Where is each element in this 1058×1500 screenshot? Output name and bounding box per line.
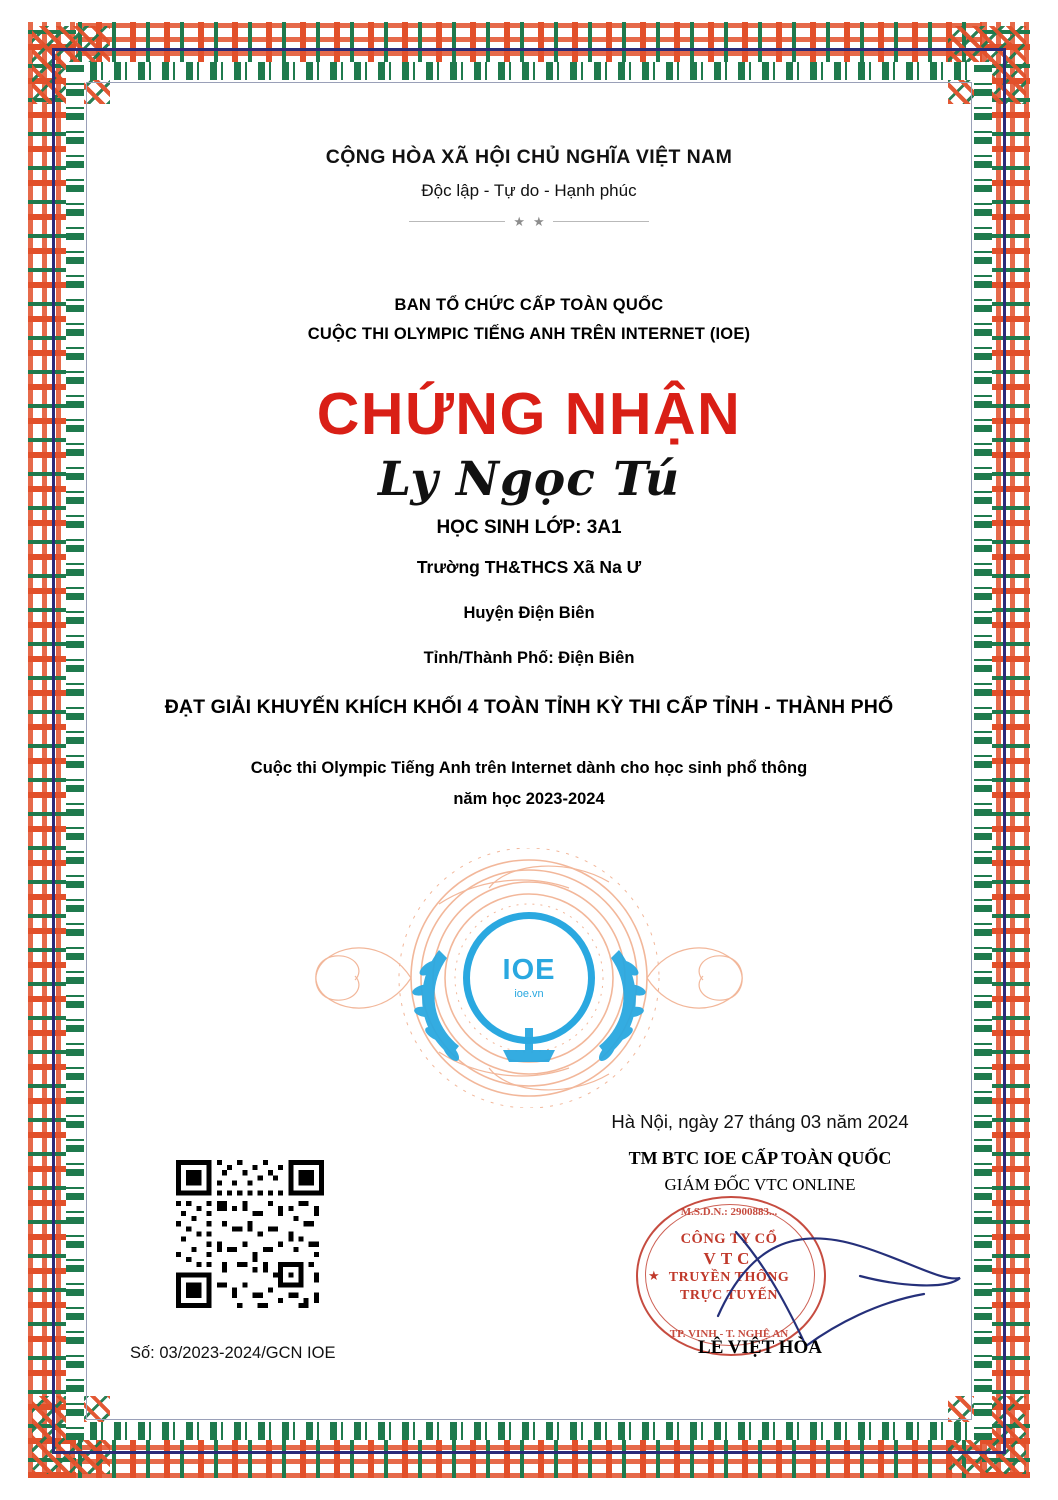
competition-line-1: Cuộc thi Olympic Tiếng Anh trên Internet dành cho học sinh phổ thông [250,759,808,777]
competition-line-2: năm học 2023-2024 [453,790,605,808]
stamp-line-3: TRUYỀN THÔNG [668,1270,790,1286]
signature-role-line-1: TM BTC IOE CẤP TOÀN QUỐC [628,1148,892,1168]
nation-motto: Độc lập - Tự do - Hạnh phúc [421,181,637,200]
student-district: Huyện Điện Biên [463,604,595,622]
stamp-arc-top-text: M.S.D.N.: 2900883... [680,1206,778,1218]
document-number: Số: 03/2023-2024/GCN IOE [130,1344,336,1362]
signer-name: LÊ VIỆT HÒA [698,1337,822,1358]
frame-green-band-bottom [66,1422,992,1440]
handwritten-signature [710,1220,970,1350]
frame-green-band-top [66,62,992,80]
stamp-arc-bottom-text: TP. VINH - T. NGHỆ AN [669,1328,789,1340]
award-line: ĐẠT GIẢI KHUYẾN KHÍCH KHỐI 4 TOÀN TỈNH KỲ THI CẤP TỈNH - THÀNH PHỐ [164,696,894,718]
emblem-block [269,848,789,1108]
frame-green-band-left [66,62,84,1440]
nation-title: CỘNG HÒA XÃ HỘI CHỦ NGHĨA VIỆT NAM [325,146,733,168]
organizer-line-2: CUỘC THI OLYMPIC TIẾNG ANH TRÊN INTERNET (IOE) [307,325,751,343]
student-name: Ly Ngọc Tú [377,452,681,507]
stamp-line-2: VTC [703,1249,755,1269]
stamp-star-icon: ★ [648,1268,660,1283]
frame-green-band-right [974,62,992,1440]
organizer-line-1: BAN TỔ CHỨC CẤP TOÀN QUỐC [394,296,664,314]
divider-rule-right [553,221,649,222]
star-icon: ★ [533,214,545,229]
student-class: HỌC SINH LỚP: 3A1 [436,517,622,538]
ioe-logo-subtext: ioe.vn [514,988,544,1000]
laurel-wreath-icon [399,910,659,1080]
student-school: Trường TH&THCS Xã Na Ư [416,557,642,577]
qr-code-image [176,1160,324,1308]
star-divider [108,215,950,228]
stamp-line-4: TRỰC TUYẾN [680,1287,778,1303]
signature-place-date: Hà Nội, ngày 27 tháng 03 năm 2024 [611,1111,909,1132]
signature-role-line-2: GIÁM ĐỐC VTC ONLINE [664,1175,856,1194]
star-icon: ★ [513,214,525,229]
certificate-content [108,100,950,809]
qr-code [176,1160,324,1308]
student-province: Tỉnh/Thành Phố: Điện Biên [423,649,635,667]
divider-rule-left [409,221,505,222]
certificate-title: CHỨNG NHẬN [316,381,742,447]
ioe-logo-text: IOE [502,954,556,986]
stamp-line-1: CÔNG TY CỔ [680,1231,778,1247]
